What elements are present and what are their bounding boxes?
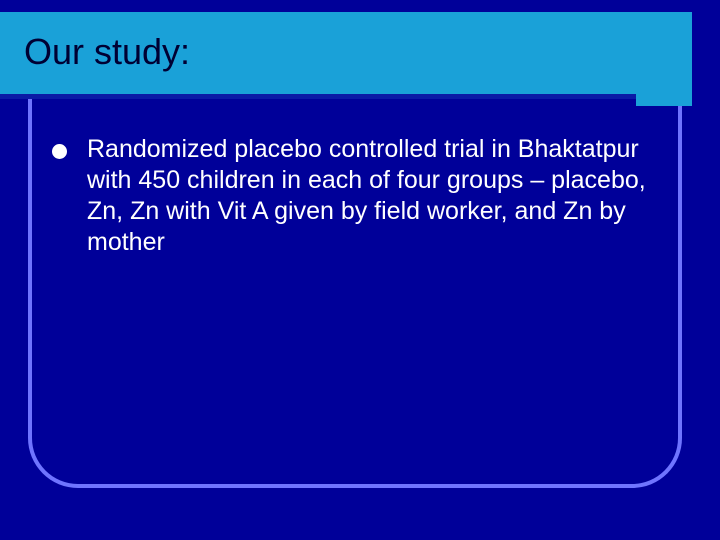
bullet-text: Randomized placebo controlled trial in Bhaktatpur with 450 children in each of four groups – placebo, Zn, Zn with Vit A given by field worker, and Zn by mother — [87, 135, 646, 256]
bullet-list — [52, 134, 662, 258]
content-frame — [28, 60, 682, 488]
slide-title: Our study: — [24, 31, 191, 72]
title-bar-extension — [636, 94, 692, 106]
title-underline — [0, 94, 636, 99]
bullet-item — [52, 134, 662, 258]
bullet-dot-icon — [52, 144, 67, 159]
